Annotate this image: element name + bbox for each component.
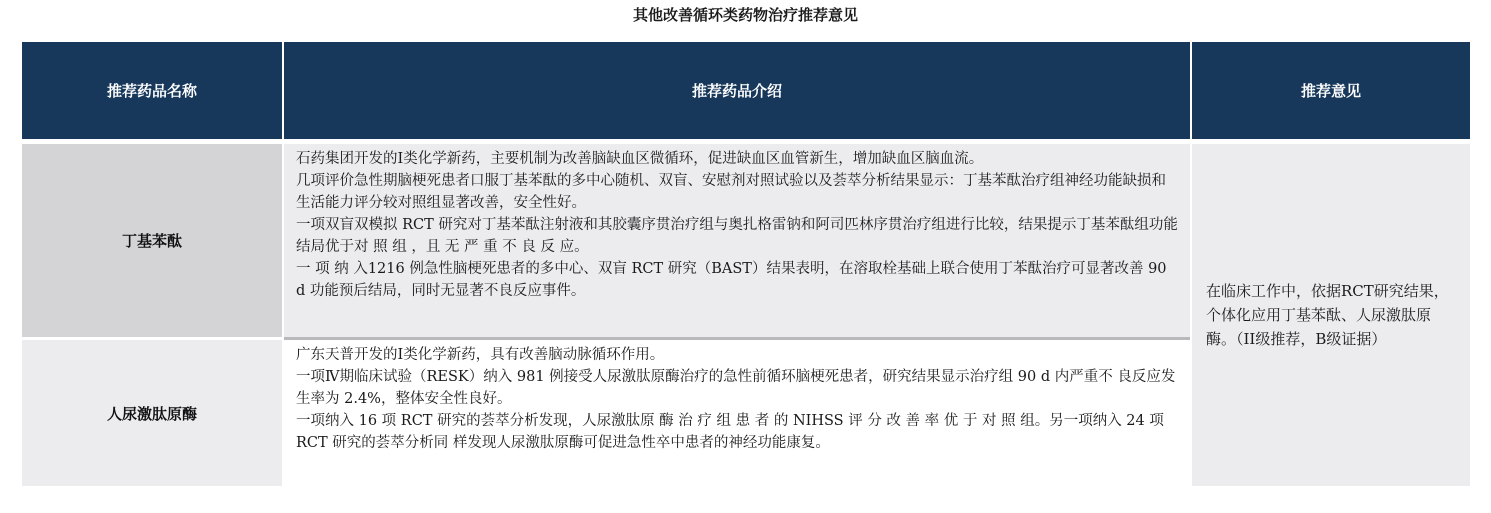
- intro-paragraph: 一项双盲双模拟 RCT 研究对丁基苯酞注射液和其胶囊序贯治疗组与奥扎格雷钠和阿司匹林序贯治疗组进行比较，结果提示丁基苯酞组功能结局优于对 照 组 ，且 无 严 重 不 良 反 应。: [296, 217, 1178, 255]
- intro-paragraph: 一 项 纳 入1216 例急性脑梗死患者的多中心、双盲 RCT 研究（BAST）结果表明，在溶取栓基础上联合使用丁苯酞治疗可显著改善 90 d 功能预后结局，同时无显著不良反应事件。: [296, 261, 1167, 299]
- recommendation-text: 在临床工作中，依据RCT研究结果，个体化应用丁基苯酞、人尿激肽原酶。（II级推荐，B级证据）: [1206, 282, 1449, 348]
- header-drug-intro: 推荐药品介绍: [284, 42, 1190, 139]
- intro-paragraph: 石药集团开发的Ⅰ类化学新药，主要机制为改善脑缺血区微循环，促进缺血区血管新生，增加缺血区脑血流。: [296, 151, 984, 167]
- drug-intro-cell: [284, 144, 1190, 337]
- drug-name-cell: 丁基苯酞: [22, 144, 282, 337]
- intro-paragraph: 几项评价急性期脑梗死患者口服丁基苯酞的多中心随机、双盲、安慰剂对照试验以及荟萃分析结果显示：丁基苯酞治疗组神经功能缺损和生活能力评分较对照组显著改善，安全性好。: [296, 173, 1166, 211]
- recommendation-cell: [1192, 144, 1470, 486]
- recommendation-table: [22, 42, 1470, 486]
- intro-paragraph: 广东天普开发的Ⅰ类化学新药，具有改善脑动脉循环作用。: [296, 347, 665, 363]
- page-title: 其他改善循环类药物治疗推荐意见: [632, 6, 858, 24]
- intro-paragraph: 一项纳入 16 项 RCT 研究的荟萃分析发现，人尿激肽原 酶 治 疗 组 患 者 的 NIHSS 评 分 改 善 率 优 于 对 照 组。另一项纳入 24 项 RCT 研究的荟萃分析同 样发现人尿激肽原酶可促进急性卒中患者的神经功能康复。: [296, 413, 1164, 451]
- drug-name-cell: 人尿激肽原酶: [22, 340, 282, 486]
- header-recommendation: 推荐意见: [1192, 42, 1470, 139]
- intro-paragraph: 一项Ⅳ期临床试验（RESK）纳入 981 例接受人尿激肽原酶治疗的急性前循环脑梗死患者，研究结果显示治疗组 90 d 内严重不 良反应发生率为 2.4%，整体安全性良好。: [296, 369, 1176, 407]
- drug-intro-cell: [284, 340, 1190, 486]
- header-drug-name: 推荐药品名称: [22, 42, 282, 139]
